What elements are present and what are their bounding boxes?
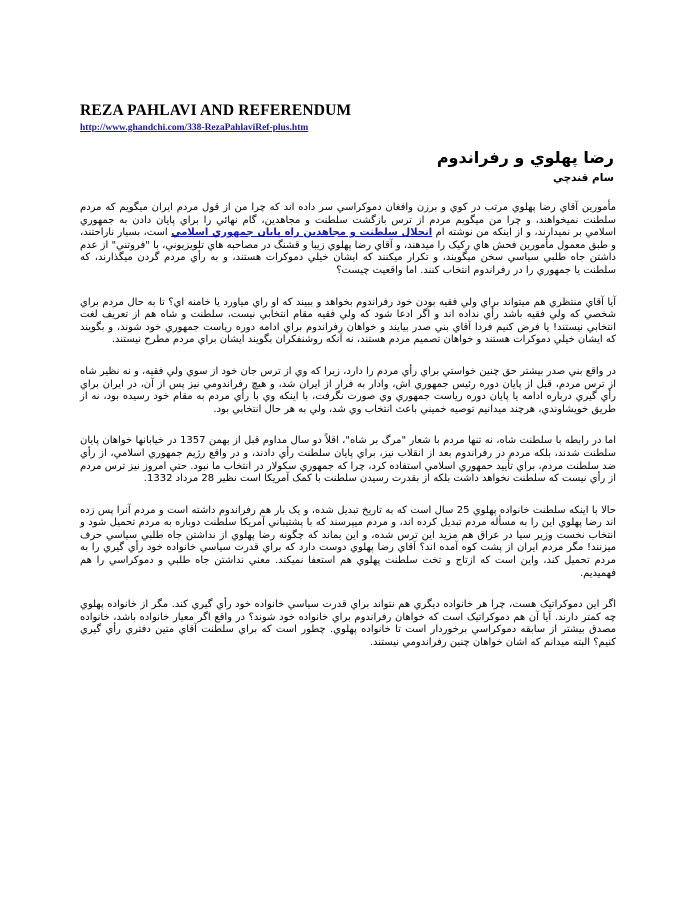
- paragraph-2: آيا آقاي منتظري هم ميتواند براي ولي فقيه بودن خود رفراندوم بخواهد و ببيند که او راي مياورد يا خامنه اي؟ تا به حال مردم براي شخصي که ولي فقيه باشد رأي نداده اند و اگر ادعا شود که ولي فقيه مقام انتخابي نيست، سلطنت و شاه هم از تعريف لغت انتخابي نيستند! يا فرض کنيم فردا آقاي بني صدر بيايند و خواهان رفراندوم براي ادامه دوره رياست جمهوري خود شوند، و بگويند که ايشان خيلي دموکرات هستند و خواهان تصميم مردم هستند، نه آنکه روشنفکران بگويند ايشان براي مردم مطرح نيستند.: [80, 296, 616, 346]
- paragraph-1: [80, 202, 616, 278]
- article-title: رضا پهلوي و رفراندوم: [436, 148, 614, 167]
- article-body: [80, 202, 616, 669]
- paragraph-4: اما در رابطه با سلطنت شاه، نه تنها مردم با شعار "مرگ بر شاه"، اقلاً دو سال مداوم قبل از بهمن 1357 در خيابانها خواهان پايان سلطنت شدند، بلکه مردم در رفراندوم بعد از انقلاب نيز، براي پايان سلطنت رأي دادند، و در واقع رژيم جمهوري اسلامي، از رأي ضد سلطنت مردم، براي تأييد حمهوري اسلامي استفاده کرد، چرا که جمهوري سکولار در انتخاب ما نبود. حتي امروز نيز ترس مردم از رأي نيست که سلطنت نخواهد داشت بلکه از بقدرت رسيدن سلطنت با کمک آمريکا است نظير 28 مرداد 1332.: [80, 435, 616, 485]
- paragraph-6: اگر اين دموکراتيک هست، چرا هر خانواده ديگري هم نتواند براي قدرت سياسي خانواده خود رأي گيري کند. مگر از خانواده پهلوي چه کمتر دارند. آيا آن هم دموکراتيک است که خواهان رفراندوم براي خانواده خود شوند؟ در واقع اگر معيار خانواده باشد، خانواده مصدق بيشتر از سابقه دموکراسي برخوردار است تا خانواده پهلوي. چطور است که براي سلطنت آقاي متين دفتري رأي گيري کنيم؟ البته ميدانم که اشان خواهان چنين رفراندومي نيستند.: [80, 599, 616, 649]
- paragraph-5: حالا با اينکه سلطنت خانواده پهلوي 25 سال است که به تاريخ تبديل شده، و يک بار هم رفراندوم داشته است و مردم آنرا پس زده اند رضا پهلوي اين را به مسأله مردم تبديل کرده اند، و مردم ميپرسند که با پشتيباني آمريکا سلطنت دوباره به مردم تحميل شود و انتخاب نخست وزير سيا در عراق هم مزيد اين ترس شده، و اين بماند که چگونه رضا پهلوي از نداشتن جاه طلبي سياسي حرف ميزنند! مگر مردم ايران از پشت کوه آمده اند؟ آقاي رضا پهلوي دوست دارد که براي قدرت سياسي خانواده خود رأي گيري را به مردم تحميل کند، واين است که ازتاج و تخت سلطنت پهلوي هم استعفا نميکند. معني نداشتن جاه طلبي و دموکراسي را هم فهميديم.: [80, 504, 616, 579]
- inline-article-link[interactable]: انحلال سلطنت و مجاهدين راه پايان جمهوري اسلامي: [171, 227, 433, 239]
- paragraph-1-start: مأمورين آقاي رضا پهلوي مرتب در کوي و برزن وافغان دموکراسي سر داده اند که چرا من از قول مردم ايران ميگويم که مردم سلطنت نميخواهند، و چرا من ميگويم مردم از ترس بازگشت سلطنت و مجاهدين، گام نهائي را براي پايان دادن به جمهوري اسلامي بر نميدارند، و از اينکه من نوشته ام: [80, 202, 616, 239]
- source-url-link[interactable]: http://www.ghandchi.com/338-RezaPahlaviRef-plus.htm: [80, 123, 309, 133]
- article-author: سام قندچي: [552, 172, 614, 184]
- paragraph-1-end: است، بسيار ناراحتند، و طبق معمول مأمورين فحش هاي رکيک را ميدهند، و آقاي رضا پهلوي زيبا و قشنگ در مصاحبه هاي تلويزيوني، با "فروتني" از عدم داشتن جاه طلبي سياسي سخن ميگويند، و تکرار ميکنند که ايشان خيلي دموکرات هستند، و به رأي مردم گردن ميگذارند، که سلطنت يا جمهوري را در رفراندوم انتخاب کنند. اما واقعيت چيست؟: [80, 227, 616, 276]
- document-title-english: REZA PAHLAVI AND REFERENDUM: [80, 102, 352, 119]
- paragraph-3: در واقع بني صدر بيشتر حق چنين خواستي براي رأي مردم را دارد، زيرا که وي از ترس جان خود از سوي ولي فقيه، و نه نظير شاه از ترس مردم، قبل از پايان دوره رئيس جمهوري اش، وادار به فرار از ايران شد، و هيچ رفراندومي نيز پس از آن، در ايران براي رأي گيري درباره ادامه يا پايان دوره رياست جمهوري وي صورت نگرفت، با اينکه وي با رأي مردم به مقام خود رسيده بود، نه از طريق خويشاوندي، هرچند ميدانيم توصيه خميني باعث انتخاب وي شد، ولي به هر حال انتخابي بود.: [80, 365, 616, 415]
